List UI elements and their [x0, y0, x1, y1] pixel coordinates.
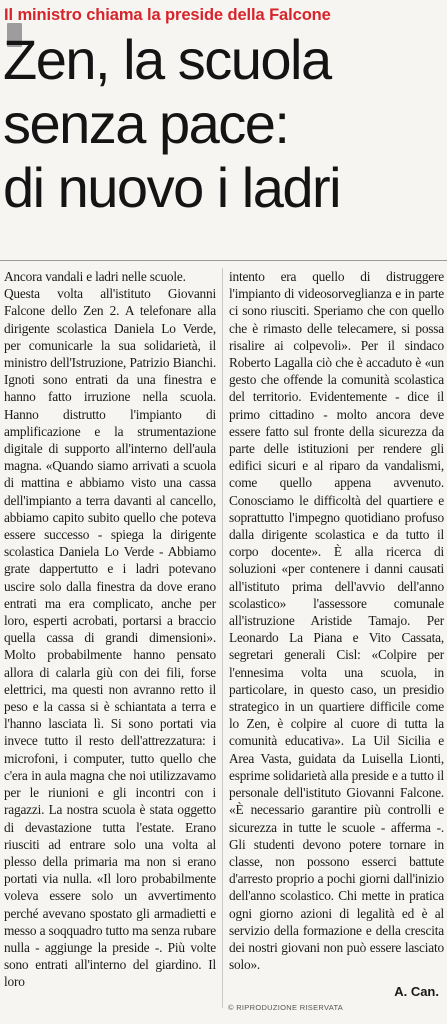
article-column-right: intento era quello di distruggere l'impianto di videosorveglianza e in parte ci sono riusciti. Speriamo che con quello che è rimasto delle telecamere, si possa risalire ai colpevoli». Per il sindaco Roberto Lagalla ciò che è accaduto è «un gesto che offende la comunità scolastica del territorio. Evidentemente - dice il primo cittadino - molto ancora deve essere fatto sul fronte della sicurezza da parte delle istituzioni per rendere gli edifici sicuri e al riparo da vandalismi, come quello appena avvenuto. Conosciamo le difficoltà del quartiere e soprattutto l'impegno quotidiano profuso dalla dirigente scolastica e da tutto il corpo docente». È alla ricerca di soluzioni «per contenere i danni causati all'istituto prima dell'avvio dell'anno scolastico» l'assessore comunale all'istruzione Aristide Tamajo. Per Leonardo La Piana e Vito Cassata, segretari generali Cisl: «Colpire per l'ennesima volta una scuola, in particolare, in questo caso, un presidio strategico in un quartiere difficile come lo Zen, è colpire al cuore di tutta la comunità educativa». La Uil Sicilia e Area Vasta, guidata da Luisella Lionti, esprime solidarietà alla preside e a tutto il personale dell'istituto Giovanni Falcone. «È necessario garantire più controlli e sicurezza in tutte le scuole - afferma -. Gli studenti devono potere tornare in classe, non possono esserci battute d'arresto proprio a pochi giorni dall'inizio dell'anno scolastico. Chi mette in pratica ogni giorno azioni di legalità ed è al servizio della formazione e della crescita dei nostri giovani non può essere lasciato solo». [229, 269, 444, 973]
headline-divider [0, 260, 447, 261]
copyright-notice: © RIPRODUZIONE RISERVATA [228, 1003, 344, 1012]
article-kicker: Il ministro chiama la preside della Falcone [4, 6, 331, 24]
article-column-left: Ancora vandali e ladri nelle scuole. Questa volta all'istituto Giovanni Falcone dello Zen 2. A telefonare alla dirigente scolastica Daniela Lo Verde, per comunicarle la sua solidarietà, il ministro dell'Istruzione, Patrizio Bianchi. Ignoti sono entrati da una finestra e hanno fatto irruzione nella scuola. Hanno distrutto l'impianto di amplificazione e la strumentazione digitale di supporto all'interno dell'aula magna. «Quando siamo arrivati a scuola di mattina e abbiamo visto una cassa dell'impianto a terra davanti al cancello, abbiamo capito subito quello che poteva essere successo - spiega la dirigente scolastica Daniela Lo Verde - Abbiamo grate dappertutto e i ladri potevano uscire solo dalla finestra da dove erano entrati ma era complicato, anche per loro, esperti acrobati, portarsi a braccio quella cassa di grandi dimensioni». Molto probabilmente hanno pensato allora di calarla giù con dei fili, forse elettrici, ma questi non avranno retto il peso e la cassa si è schiantata a terra e l'hanno lasciata lì. Si sono portati via invece tutto il resto dell'attrezzatura: i microfoni, i computer, tutto quello che c'era in aula magna che noi utilizzavamo per le riunioni e gli incontri con i ragazzi. La nostra scuola è stata oggetto di devastazione tutta l'estate. Erano riusciti ad entrare solo una volta al plesso della primaria ma non si erano portati via nulla. «Il loro probabilmente voleva essere solo un avvertimento perché avevano spostato gli armadietti e messo a soqquadro tutto ma senza rubare nulla - aggiunge la preside -. Più volte sono entrati all'interno del giardino. Il loro [4, 269, 216, 990]
column-divider [222, 268, 223, 1008]
article-headline: Zen, la scuola senza pace: di nuovo i ladri [3, 28, 341, 219]
author-signature: A. Can. [394, 984, 439, 999]
